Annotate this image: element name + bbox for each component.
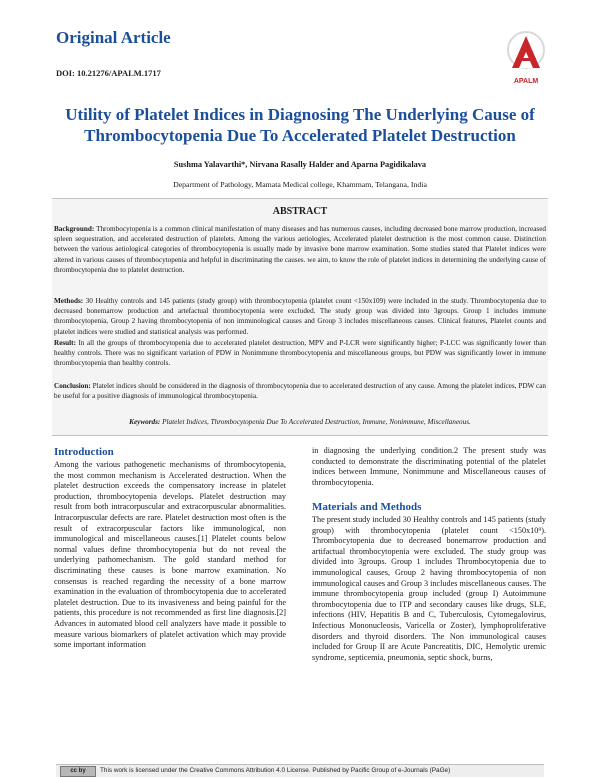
- keywords-label: Keywords:: [129, 418, 161, 426]
- abstract-background: [54, 224, 546, 275]
- cc-license-badge[interactable]: cc by: [60, 766, 96, 777]
- keywords-text: Platelet Indices, Thrombocytopenia Due To Accelerated Destruction, Immune, Nonimmune, Miscellaneous.: [162, 418, 471, 426]
- methods-label: Methods:: [54, 297, 84, 305]
- article-type-label: Original Article: [56, 28, 171, 47]
- journal-logo: [498, 28, 554, 84]
- abstract-result: [54, 338, 546, 369]
- introduction-text: Among the various pathogenetic mechanisms of thrombocytopenia, the most common mechanism is Accelerated destruction. When the platelet destruction exceeds the compensatory increase in platelet production, thrombocytopenia develops. Platelet destruction may result from both intracorpuscular and extracorpuscular abnormalities. Intracorpuscular defects are rare. Platelet destruction most often is the result of extracorpuscular factors like immunological, non immunological and miscellaneous causes.[1] Platelet counts below normal values define thrombocytopenia but do not reveal the underlying pathomechanism. The gold standard method for discriminating these causes is bone marrow examination. No consensus is reached regarding the necessity of a bone marrow examination in the evaluation of thrombocytopenia due to accelerated platelet destruction. Due to its invasiveness and being painful for the patients, this procedure is not recommended as first line diagnosis.[2] Advances in automated blood cell analyzers have made it possible to measure various biomarkers of platelet activation which may provide some important information: [54, 460, 286, 650]
- background-label: Background:: [54, 225, 95, 233]
- article-title: Utility of Platelet Indices in Diagnosing The Underlying Cause of Thrombocytopenia Due To Accelerated Platelet Destruction: [65, 105, 535, 145]
- result-text: In all the groups of thrombocytopenia due to accelerated platelet destruction, MPV and P-LCR were significantly higher; P-LCC was significantly lower than healthy controls. There was no significant variation of PDW in Nonimmune thrombocytopenia and miscellaneous groups, but PDW was significantly lower in immune thrombocytopenia than healthy controls.: [54, 339, 547, 368]
- abstract-methods: [54, 296, 546, 337]
- conclusion-label: Conclusion:: [54, 382, 91, 390]
- affiliation: Department of Pathology, Mamata Medical college, Khammam, Telangana, India: [173, 180, 427, 189]
- background-text: Thrombocytopenia is a common clinical manifestation of many diseases and has numerous causes, including decreased bone marrow production, increased spleen sequestration, and accelerated destruction of platelets. Among the various aetiologies, Accelerated platelet destruction is the most common cause. Distinction between the various aetiological categories of thrombocytopenia is usually made by invasive bone marrow examination. Some studies stated that Platelet indices were altered in various causes of thrombocytopenia and helpful in discriminating the causes. we aim, to know the role of platelet indices in determining the underlying cause of thrombocytopenia due to platelet destruction.: [54, 225, 547, 274]
- introduction-heading: Introduction: [54, 446, 114, 458]
- abstract-heading: ABSTRACT: [272, 206, 328, 217]
- doi-text: DOI: 10.21276/APALM.1717: [56, 68, 161, 78]
- right-column-continued-text: in diagnosing the underlying condition.2 The present study was conducted to demonstrate the discriminating potential of the platelet indices between Immune, Nonimmune and Miscellaneous causes of thrombocytopenia.: [312, 446, 546, 487]
- result-label: Result:: [54, 339, 76, 347]
- keywords: [54, 418, 546, 426]
- authors: Sushma Yalavarthi*, Nirvana Rasally Halder and Aparna Pagidikalava: [173, 160, 427, 169]
- materials-methods-text: The present study included 30 Healthy controls and 145 patients (study group) with thrombocytopenia (platelet count <150x10⁹). Thrombocytopenia due to decreased bonemarrow production and artifactual thrombocytopenia were excluded. The study group was divided into 3groups. Group 1 includes Thrombocytopenia due to immunological causes, Group 2 having thrombocytopenia of non immunological causes and Group 3 includes miscellaneous causes. The immune thrombocytopenia group included (group I) Autoimmune thrombocytopenia due to ITP and secondary causes like drugs, SLE, infections (HIV, Hepatitis B and C, Tuberculosis, Cytomegalovirus, Infectious Mononucleosis, Varicella or Zoster), lymphoproliferative disorders and thyroid disorders. The Non immunological causes included for Group II are Acute Pancreatitis, DIC, Hemolytic uremic syndrome, septicemia, pneumonia, septic shock, burns,: [312, 515, 546, 662]
- abstract-conclusion: [54, 381, 546, 401]
- methods-text: 30 Healthy controls and 145 patients (study group) with thrombocytopenia (platelet count <150x109) were included in the study. Thrombocytopenia due to decreased bonemarrow production and artefactual thrombocytopenia were excluded. The study group was divided into 3groups. Group 1 includes immune thrombocytopenia, Group 2 having thrombocytopenia of non immunological causes and Group 3 includes miscellaneous causes. Clinical features, Platelet counts and platelet indices were studied and statistical analysis was performed.: [54, 297, 547, 336]
- materials-methods-heading: Materials and Methods: [312, 501, 422, 513]
- logo-text: APALM: [513, 78, 539, 85]
- license-text: This work is licensed under the Creative Commons Attribution 4.0 License. Published by Pacific Group of e-Journals (PaGe): [100, 767, 451, 774]
- conclusion-text: Platelet indices should be considered in the diagnosis of thrombocytopenia due to accelerated destruction of any cause. Among the platelet indices, PDW can be useful for a positive diagnosis of immunological thrombocytopenia.: [54, 382, 547, 401]
